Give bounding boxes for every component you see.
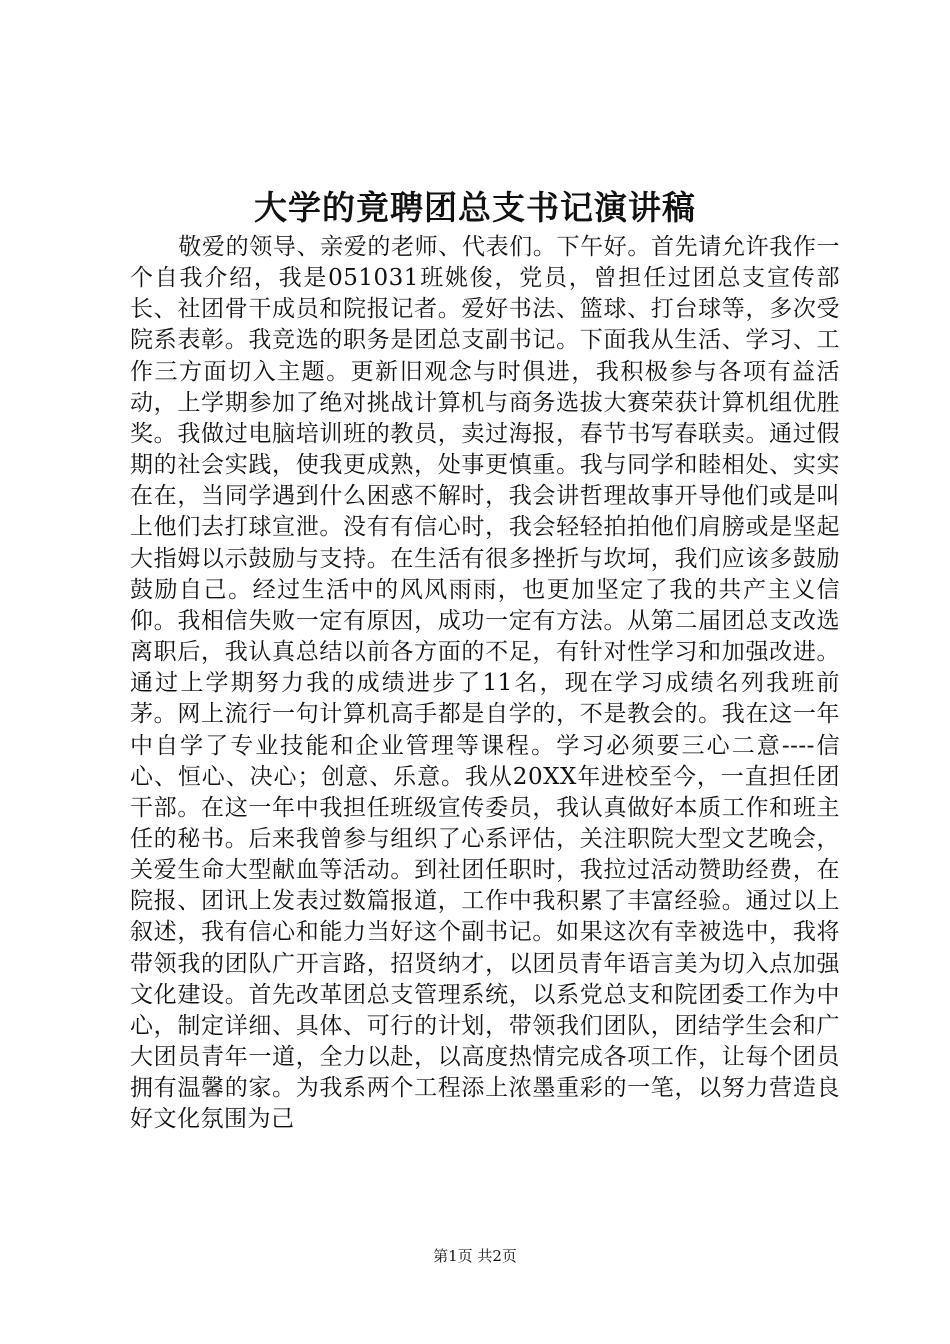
page-footer: 第1页 共2页	[433, 1247, 517, 1265]
document-title: 大学的竟聘团总支书记演讲稿	[254, 188, 696, 227]
body-paragraph: 敬爱的领导、亲爱的老师、代表们。下午好。首先请允许我作一个自我介绍，我是051031班姚俊，党员，曾担任过团总支宣传部长、社团骨干成员和院报记者。爱好书法、篮球、打台球等，多次受院系表彰。我竞选的职务是团总支副书记。下面我从生活、学习、工作三方面切入主题。更新旧观念与时俱进，我积极参与各项有益活动，上学期参加了绝对挑战计算机与商务选拔大赛荣获计算机组优胜奖。我做过电脑培训班的教员，卖过海报，春节书写春联卖。通过假期的社会实践，使我更成熟，处事更慎重。我与同学和睦相处、实实在在，当同学遇到什么困惑不解时，我会讲哲理故事开导他们或是叫上他们去打球宣泄。没有有信心时，我会轻轻拍拍他们肩膀或是坚起大指姆以示鼓励与支持。在生活有很多挫折与坎坷，我们应该多鼓励鼓励自己。经过生活中的风风雨雨，也更加坚定了我的共产主义信仰。我相信失败一定有原因，成功一定有方法。从第二届团总支改选离职后，我认真总结以前各方面的不足，有针对性学习和加强改进。通过上学期努力我的成绩进步了11名，现在学习成绩名列我班前茅。网上流行一句计算机高手都是自学的，不是教会的。我在这一年中自学了专业技能和企业管理等课程。学习必须要三心二意----信心、恒心、决心；创意、乐意。我从20XX年进校至今，一直担任团干部。在这一年中我担任班级宣传委员，我认真做好本质工作和班主任的秘书。后来我曾参与组织了心系评估，关注职院大型文艺晚会，关爱生命大型献血等活动。到社团任职时，我拉过活动赞助经费，在院报、团讯上发表过数篇报道，工作中我积累了丰富经验。通过以上叙述，我有信心和能力当好这个副书记。如果这次有幸被选中，我将带领我的团队广开言路，招贤纳才，以团员青年语言美为切入点加强文化建设。首先改革团总支管理系统，以系党总支和院团委工作为中心，制定详细、具体、可行的计划，带领我们团队，团结学生会和广大团员青年一道，全力以赴，以高度热情完成各项工作，让每个团员拥有温馨的家。为我系两个工程添上浓墨重彩的一笔，以努力营造良好文化氛围为己	[130, 234, 840, 1133]
